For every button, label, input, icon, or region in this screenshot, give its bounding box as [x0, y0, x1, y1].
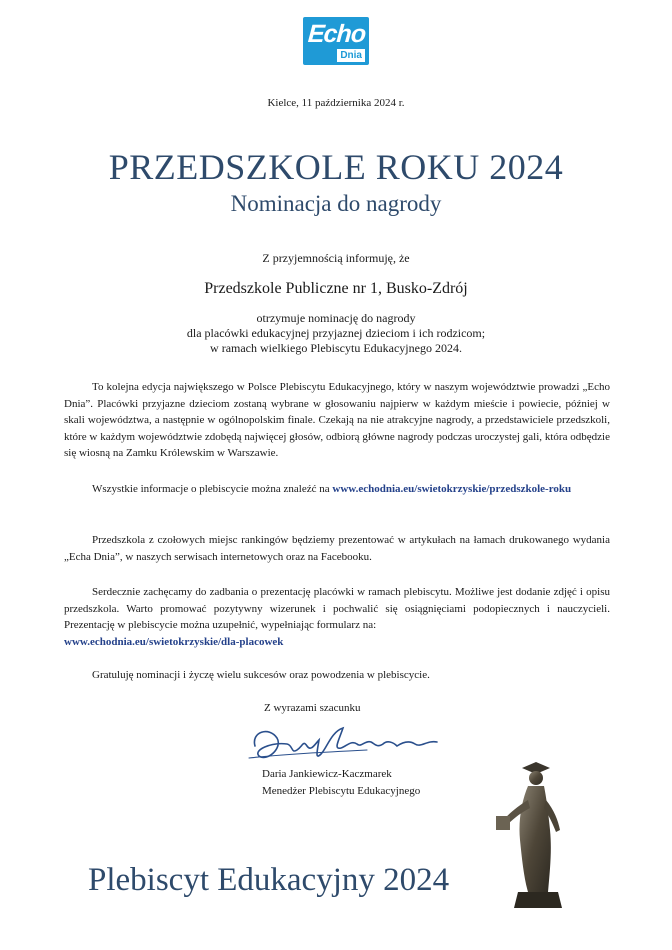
signer-role: Menedżer Plebiscytu Edukacyjnego — [262, 785, 421, 797]
nomination-line: otrzymuje nominację do nagrody — [256, 311, 416, 325]
page-title: PRZEDSZKOLE ROKU 2024 — [108, 147, 564, 187]
plebiscite-link[interactable]: www.echodnia.eu/swietokrzyskie/przedszkole-roku — [332, 483, 572, 495]
form-link[interactable]: www.echodnia.eu/swietokrzyskie/dla-placowek — [64, 635, 284, 648]
page-subtitle: Nominacja do nagrody — [230, 191, 442, 216]
handwritten-signature — [247, 718, 447, 768]
school-name: Przedszkole Publiczne nr 1, Busko-Zdrój — [204, 280, 468, 297]
paragraph-presentation-text: Serdecznie zachęcamy do zadbania o prezentację placówki w ramach plebiscytu. Możliwe jest dodanie zdjęć i opisu przedszkola. Warto promować pozytywny wizerunek i pochwalić się osiągnięciami podopiecznych i nauczycieli. Prezentację w plebiscycie można uzupełnić, wypełniając formularz na: — [64, 586, 610, 631]
logo-word-dnia: Dnia — [337, 49, 365, 62]
logo-word-echo: Echo — [307, 20, 367, 48]
paragraph-info — [64, 481, 610, 498]
paragraph-congratulations: Gratuluję nominacji i życzę wielu sukcesów oraz powodzenia w plebiscycie. — [92, 669, 430, 681]
nomination-line: dla placówki edukacyjnej przyjaznej dzieciom i ich rodzicom; — [186, 326, 486, 340]
paragraph-rankings: Przedszkola z czołowych miejsc rankingów będziemy prezentować w artykułach na łamach drukowanego wydania „Echa Dnia”, w naszych serwisach internetowych oraz na Facebooku. — [64, 534, 610, 563]
paragraph-presentation — [64, 584, 610, 650]
letter-date: Kielce, 11 października 2024 r. — [267, 97, 405, 109]
footer-title: Plebiscyt Edukacyjny 2024 — [88, 862, 450, 898]
signer-block — [262, 766, 420, 800]
intro-line: Z przyjemnością informuję, że — [262, 251, 410, 265]
closing-regards: Z wyrazami szacunku — [264, 702, 361, 714]
paragraph-edition: To kolejna edycja największego w Polsce Plebiscytu Edukacyjnego, który w naszym województwie prowadzi „Echo Dnia”. Placówki przyjazne dzieciom zostaną wybrane w głosowaniu najpierw w każdym mieście i powiecie, później w skali województwa, a następnie w ogólnopolskim finale. Czekają na nie atrakcyjne nagrody, a przedstawiciele przedszkoli, które w każdym województwie zdobędą najwięcej głosów, odbiorą główne nagrody podczas uroczystej gali, która odbędzie się wiosną na Zamku Królewskim w Warszawie. — [64, 381, 610, 459]
nomination-lines — [0, 311, 672, 356]
signer-name: Daria Jankiewicz-Kaczmarek — [262, 768, 392, 780]
echo-dnia-logo — [303, 17, 369, 65]
award-statuette-image — [488, 760, 580, 910]
paragraph-info-text: Wszystkie informacje o plebiscycie można znaleźć na — [92, 483, 330, 495]
nomination-line: w ramach wielkiego Plebiscytu Edukacyjnego 2024. — [210, 341, 462, 355]
